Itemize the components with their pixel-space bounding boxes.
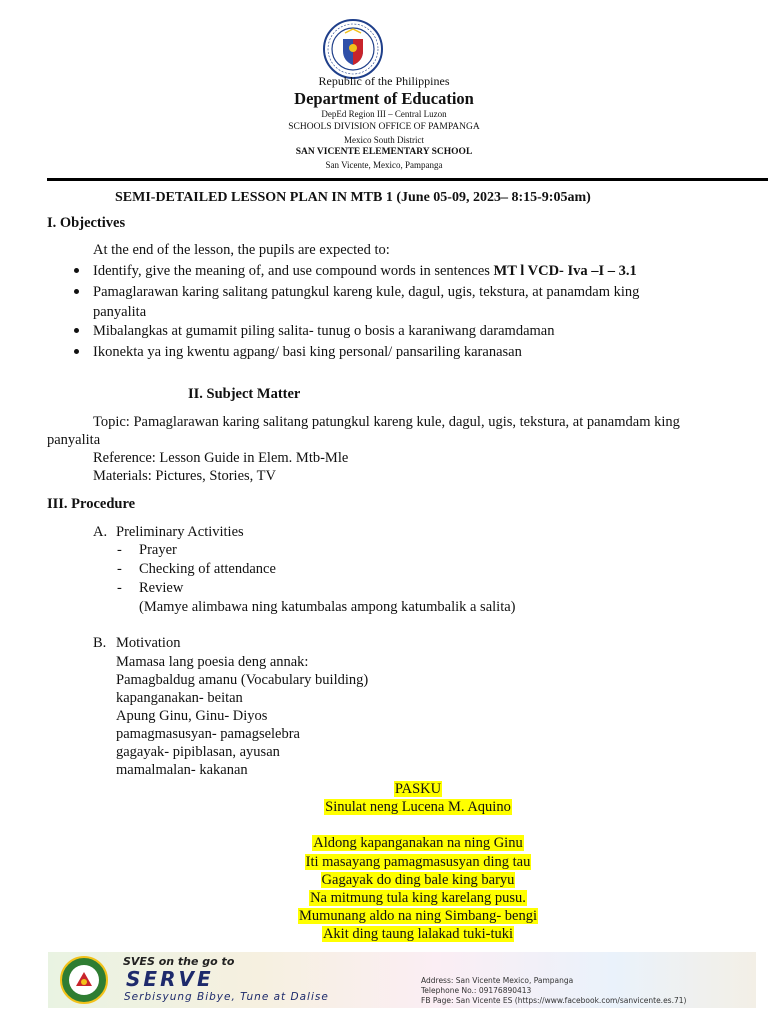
topic-line2: panyalita bbox=[47, 432, 101, 448]
section-b-title: Motivation bbox=[116, 635, 181, 651]
poem-line: Iti masayang pamagmasusyan ding tau bbox=[305, 854, 531, 870]
bullet-icon bbox=[74, 349, 79, 354]
footer-tagline: SVES on the go to bbox=[123, 955, 235, 968]
topic-line1: Topic: Pamaglarawan karing salitang patungkul kareng kule, dagul, ugis, tekstura, at panamdam king bbox=[93, 414, 680, 430]
deped-seal-logo bbox=[323, 19, 383, 79]
section-b-label: B. bbox=[93, 635, 107, 651]
motivation-line: Apung Ginu, Ginu- Diyos bbox=[116, 708, 268, 724]
division-line: SCHOOLS DIVISION OFFICE OF PAMPANGA bbox=[288, 122, 480, 132]
republic-line: Republic of the Philippines bbox=[318, 74, 450, 88]
lesson-plan-title: SEMI-DETAILED LESSON PLAN IN MTB 1 (June 05-09, 2023– 8:15-9:05am) bbox=[115, 190, 591, 205]
motivation-line: Mamasa lang poesia deng annak: bbox=[116, 654, 309, 670]
motivation-line: pamagmasusyan- pamagselebra bbox=[116, 726, 300, 742]
activity-prayer: Prayer bbox=[139, 542, 177, 558]
poem-line: Na mitmung tula king karelang pusu. bbox=[310, 890, 526, 906]
motivation-line: Pamagbaldug amanu (Vocabulary building) bbox=[116, 672, 369, 688]
objective-item-1-text: Identify, give the meaning of, and use compound words in sentences bbox=[93, 263, 494, 279]
dash-marker: - bbox=[117, 542, 122, 558]
dash-marker: - bbox=[117, 580, 122, 596]
school-logo-icon bbox=[60, 956, 108, 1004]
review-note: (Mamye alimbawa ning katumbalas ampong katumbalik a salita) bbox=[139, 599, 516, 615]
bullet-icon bbox=[74, 289, 79, 294]
objective-item-2-line2: panyalita bbox=[93, 304, 147, 320]
poem-title-text: PASKU bbox=[394, 781, 442, 797]
poem-author-text: Sinulat neng Lucena M. Aquino bbox=[325, 799, 511, 815]
poem-line: Aldong kapanganakan na ning Ginu bbox=[313, 835, 523, 851]
reference-line: Reference: Lesson Guide in Elem. Mtb-Mle bbox=[93, 450, 349, 466]
department-title: Department of Education bbox=[294, 89, 474, 108]
poem-line: Mumunang aldo na ning Simbang- bengi bbox=[298, 908, 537, 924]
district-line: Mexico South District bbox=[344, 135, 424, 145]
footer-address: Address: San Vicente Mexico, Pampanga bbox=[421, 976, 574, 985]
footer-telephone: Telephone No.: 09176890413 bbox=[421, 986, 532, 995]
objectives-heading: I. Objectives bbox=[47, 215, 126, 231]
subject-matter-heading: II. Subject Matter bbox=[188, 386, 301, 402]
header-divider bbox=[47, 178, 768, 181]
region-line: DepEd Region III – Central Luzon bbox=[321, 109, 447, 119]
poem-title bbox=[0, 782, 768, 797]
motivation-line: kapanganakan- beitan bbox=[116, 690, 243, 706]
materials-line: Materials: Pictures, Stories, TV bbox=[93, 468, 276, 484]
school-address: San Vicente, Mexico, Pampanga bbox=[325, 160, 443, 170]
bullet-icon bbox=[74, 268, 79, 273]
motivation-line: gagayak- pipiblasan, ayusan bbox=[116, 744, 280, 760]
activity-review: Review bbox=[139, 580, 184, 596]
section-a-label: A. bbox=[93, 524, 108, 540]
bullet-icon bbox=[74, 328, 79, 333]
footer-slogan: Serbisyung Bibye, Tune at Dalise bbox=[124, 991, 329, 1003]
section-a-title: Preliminary Activities bbox=[116, 524, 244, 540]
motivation-line: mamalmalan- kakanan bbox=[116, 762, 248, 778]
objective-item-2-line1: Pamaglarawan karing salitang patungkul kareng kule, dagul, ugis, tekstura, at panamdam king bbox=[93, 284, 640, 300]
poem-line: Akit ding taung lalakad tuki-tuki bbox=[322, 926, 514, 942]
objectives-intro: At the end of the lesson, the pupils are expected to: bbox=[93, 242, 390, 258]
school-footer-banner bbox=[48, 952, 756, 1008]
dash-marker: - bbox=[117, 561, 122, 577]
footer-fb-page: FB Page: San Vicente ES (https://www.facebook.com/sanvicente.es.71) bbox=[421, 996, 687, 1005]
objective-item-1 bbox=[93, 264, 637, 279]
procedure-heading: III. Procedure bbox=[47, 496, 136, 512]
school-name: SAN VICENTE ELEMENTARY SCHOOL bbox=[295, 147, 473, 157]
objective-item-4: Ikonekta ya ing kwentu agpang/ basi king personal/ pansariling karanasan bbox=[93, 344, 522, 360]
poem-line: Gagayak do ding bale king baryu bbox=[321, 872, 515, 888]
objective-item-3: Mibalangkas at gumamit piling salita- tunug o bosis a karaniwang daramdaman bbox=[93, 323, 555, 339]
footer-serve: SERVE bbox=[126, 967, 214, 991]
objective-item-1-code: MT l VCD- Iva –I – 3.1 bbox=[493, 263, 637, 279]
activity-attendance: Checking of attendance bbox=[139, 561, 276, 577]
poem-author bbox=[0, 800, 768, 815]
